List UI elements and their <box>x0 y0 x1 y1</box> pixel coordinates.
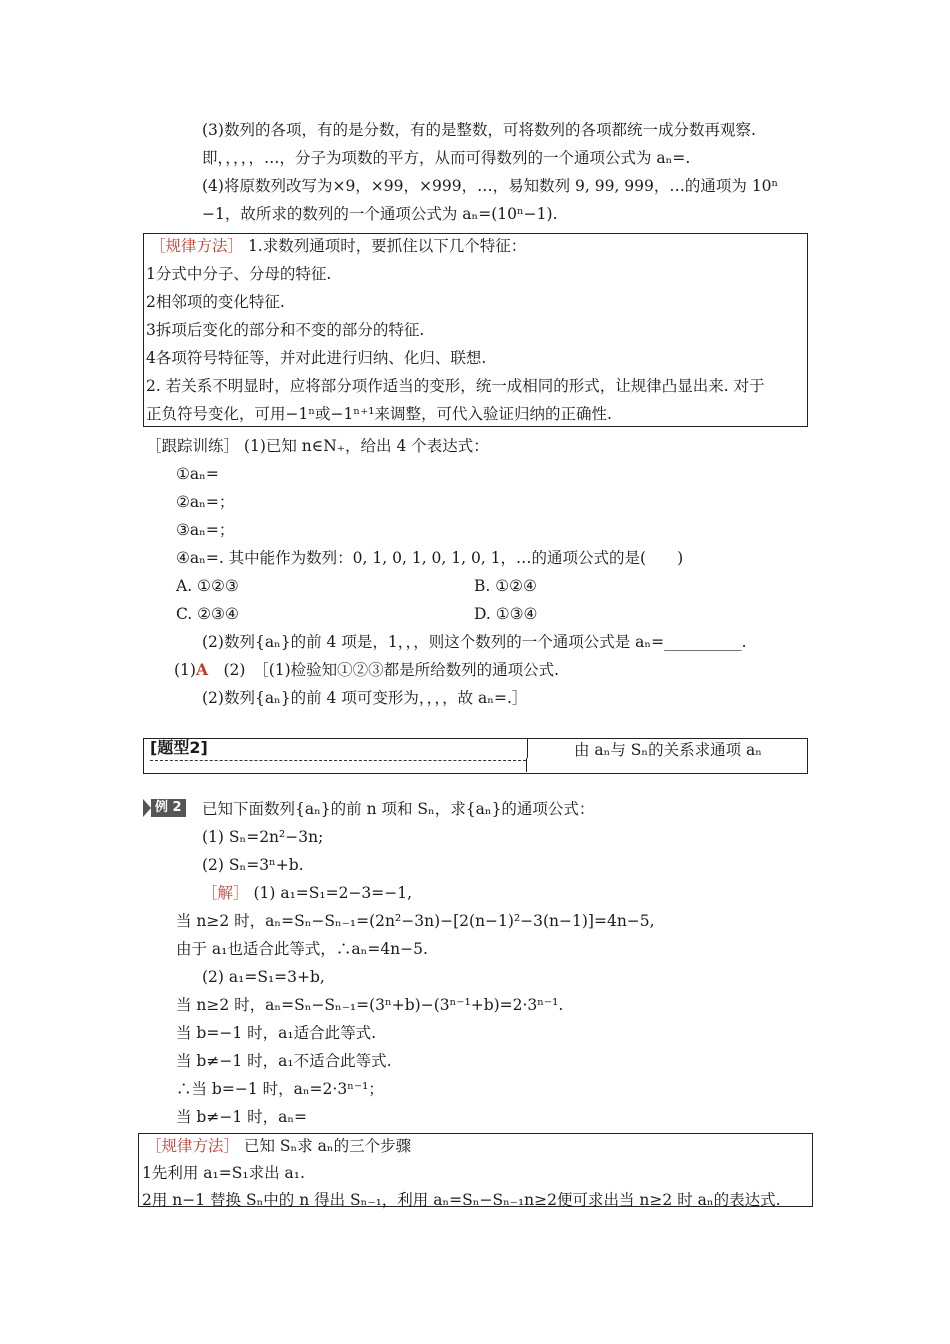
method-text: 正负符号变化，可用−1ⁿ或−1ⁿ⁺¹来调整，可代入验证归纳的正确性. <box>146 405 612 423</box>
method-step: 1先利用 a₁=S₁求出 a₁. <box>142 1164 305 1182</box>
choice-option: A. ①②③ <box>176 577 239 595</box>
section-label-text: 题型2 <box>157 738 201 757</box>
method-item: 3拆项后变化的部分和不变的部分的特征. <box>146 321 425 339</box>
solution-line: 当 b≠−1 时，aₙ= <box>176 1108 308 1126</box>
section-title: 由 aₙ与 Sₙ的关系求通项 aₙ <box>574 741 762 759</box>
method-tag: ［规律方法］ <box>150 237 244 255</box>
solution-start <box>202 883 412 903</box>
answer-line <box>174 660 559 680</box>
section-label <box>150 738 208 758</box>
method-intro: 1.求数列通项时，要抓住以下几个特征： <box>243 237 527 255</box>
solution-line: (2) a₁=S₁=3+b, <box>202 968 325 986</box>
answer-rest: (2) ［(1)检验知①②③都是所给数列的通项公式. <box>208 661 560 679</box>
solution-line: 当 b=−1 时，a₁适合此等式. <box>176 1024 376 1042</box>
expression-item: ②aₙ=； <box>176 493 235 511</box>
solution-line: 当 n≥2 时，aₙ=Sₙ−Sₙ₋₁=(3ⁿ+b)−(3ⁿ⁻¹+b)=2·3ⁿ⁻¹. <box>176 996 564 1014</box>
choice-option: B. ①②④ <box>474 577 537 595</box>
example-arrow-icon <box>143 799 151 817</box>
example-tag: 例 2 <box>151 799 186 817</box>
method-intro-2: 已知 Sₙ求 aₙ的三个步骤 <box>239 1137 412 1155</box>
method-heading-2 <box>146 1136 411 1156</box>
method-text: 2. 若关系不明显时，应将部分项作适当的变形，统一成相同的形式，让规律凸显出来. 对于 <box>146 377 765 395</box>
exercise-heading: ［跟踪训练］ (1)已知 n∈N₊，给出 4 个表达式： <box>146 437 489 455</box>
text-line: (3)数列的各项，有的是分数，有的是整数，可将数列的各项都统一成分数再观察. <box>202 121 756 139</box>
method-step: 2用 n−1 替换 Sₙ中的 n 得出 Sₙ₋₁，利用 aₙ=Sₙ−Sₙ₋₁n≥2便可求出当 n≥2 时 aₙ的表达式. <box>142 1191 781 1209</box>
solution-line: 由于 a₁也适合此等式，∴aₙ=4n−5. <box>176 940 428 958</box>
method-item: 4各项符号特征等，并对此进行归纳、化归、联想. <box>146 349 487 367</box>
bracket-left: [ <box>150 738 158 757</box>
bracket-right: ] <box>200 738 208 757</box>
text-line: −1，故所求的数列的一个通项公式为 aₙ=(10ⁿ−1). <box>202 205 558 223</box>
answer-line: (2)数列{aₙ}的前 4 项可变形为，，，，故 aₙ=.］ <box>202 689 528 707</box>
method-item: 1分式中分子、分母的特征. <box>146 265 332 283</box>
solution-line: 当 b≠−1 时，a₁不适合此等式. <box>176 1052 392 1070</box>
answer-letter: A <box>195 660 208 679</box>
expression-item: ④aₙ=. 其中能作为数列：0, 1, 0, 1, 0, 1, 0, 1，…的通项公式的是( ) <box>176 549 684 567</box>
method-tag-2: ［规律方法］ <box>146 1137 240 1155</box>
method-item: 2相邻项的变化特征. <box>146 293 285 311</box>
expression-item: ③aₙ=； <box>176 521 235 539</box>
text-line: 即，，，，，…，分子为项数的平方，从而可得数列的一个通项公式为 aₙ=. <box>202 149 691 167</box>
expression-item: ①aₙ= <box>176 465 219 483</box>
solution-line: ∴当 b=−1 时，aₙ=2·3ⁿ⁻¹； <box>176 1080 384 1098</box>
solution-tag: ［解］ <box>202 884 249 902</box>
example-subq: (2) Sₙ=3ⁿ+b. <box>202 856 304 874</box>
banner-tick <box>526 758 527 772</box>
banner-dashed-line <box>150 760 526 761</box>
solution-text: (1) a₁=S₁=2−3=−1, <box>248 884 413 902</box>
choice-option: C. ②③④ <box>176 605 239 623</box>
text-line: (4)将原数列改写为×9，×99，×999，…，易知数列 9, 99, 999，…的通项为 10ⁿ <box>202 177 779 195</box>
answer-prefix: (1) <box>174 661 196 679</box>
choice-option: D. ①③④ <box>474 605 538 623</box>
question-line: (2)数列{aₙ}的前 4 项是，1，，，则这个数列的一个通项公式是 aₙ=__________. <box>202 633 747 651</box>
example-subq: (1) Sₙ=2n²−3n; <box>202 828 324 846</box>
solution-line: 当 n≥2 时，aₙ=Sₙ−Sₙ₋₁=(2n²−3n)−[2(n−1)²−3(n−1)]=4n−5, <box>176 912 655 930</box>
method-heading <box>150 236 526 256</box>
example-stem: 已知下面数列{aₙ}的前 n 项和 Sₙ，求{aₙ}的通项公式： <box>202 800 595 818</box>
